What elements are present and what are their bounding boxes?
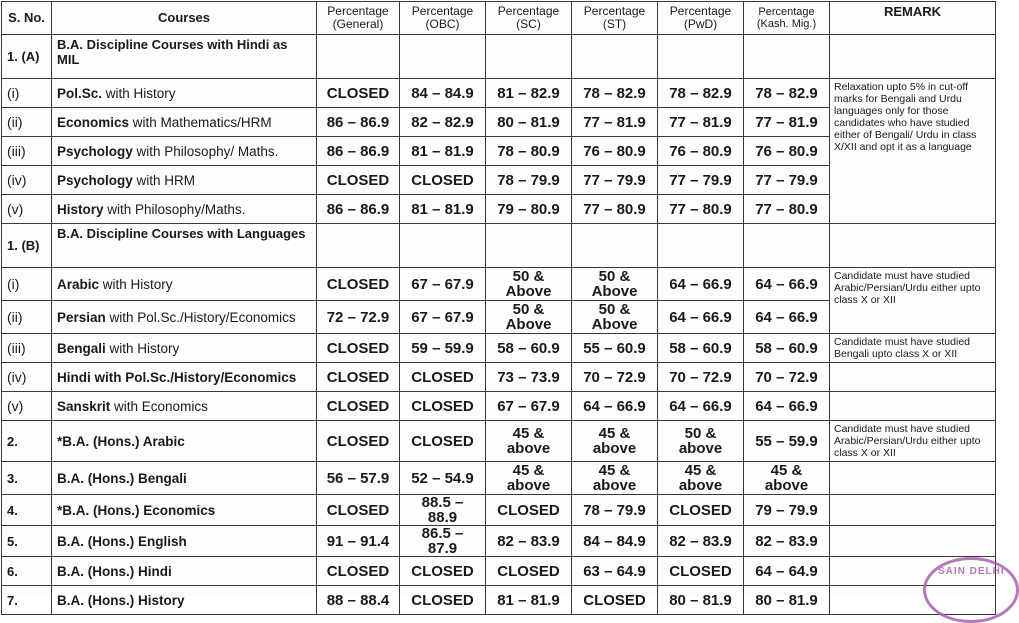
cell-sc: 79 – 80.9: [486, 195, 572, 224]
cell-pwd: 58 – 60.9: [658, 334, 744, 363]
cell-kash: 55 – 59.9: [744, 421, 830, 462]
cell-st: 70 – 72.9: [572, 363, 658, 392]
remark-bengali-lang: Candidate must have studied Bengali upto class X or XII: [830, 334, 996, 363]
row-sno: (i): [2, 79, 52, 108]
table-row: [2, 526, 996, 557]
cell-sc: 78 – 79.9: [486, 166, 572, 195]
cell-sc: 82 – 83.9: [486, 526, 572, 557]
remark-arabic-lang: Candidate must have studied Arabic/Persian/Urdu either upto class X or XII: [830, 268, 996, 334]
cell-sc: 81 – 82.9: [486, 79, 572, 108]
cell-st: 78 – 82.9: [572, 79, 658, 108]
row-sno: 7.: [2, 586, 52, 615]
cell-st: 77 – 81.9: [572, 108, 658, 137]
cell-sc: CLOSED: [486, 557, 572, 586]
cell-obc: 81 – 81.9: [400, 137, 486, 166]
cell-obc: 84 – 84.9: [400, 79, 486, 108]
cell-pwd: 77 – 81.9: [658, 108, 744, 137]
row-sno: (iii): [2, 137, 52, 166]
row-sno: 4.: [2, 495, 52, 526]
cell-pwd: 76 – 80.9: [658, 137, 744, 166]
group-title: B.A. Discipline Courses with Hindi as MIL: [52, 35, 317, 79]
cell-pwd: 82 – 83.9: [658, 526, 744, 557]
cell-obc: CLOSED: [400, 586, 486, 615]
header-remark: REMARK: [830, 2, 996, 35]
cell-general: CLOSED: [317, 363, 400, 392]
header-obc: Percentage (OBC): [400, 2, 486, 35]
cell-sc: 80 – 81.9: [486, 108, 572, 137]
cell-general: 86 – 86.9: [317, 137, 400, 166]
row-course: Bengali with History: [52, 334, 317, 363]
cell-obc: 67 – 67.9: [400, 301, 486, 334]
row-course: B.A. (Hons.) History: [52, 586, 317, 615]
cell-sc: 45 & above: [486, 462, 572, 495]
row-course: Arabic with History: [52, 268, 317, 301]
cell-general: CLOSED: [317, 268, 400, 301]
cell-st: 45 & above: [572, 462, 658, 495]
cell-kash: 77 – 81.9: [744, 108, 830, 137]
cell-sc: 67 – 67.9: [486, 392, 572, 421]
cell-general: CLOSED: [317, 166, 400, 195]
cell-kash: 79 – 79.9: [744, 495, 830, 526]
row-course: Persian with Pol.Sc./History/Economics: [52, 301, 317, 334]
header-st: Percentage (ST): [572, 2, 658, 35]
header-sno: S. No.: [2, 2, 52, 35]
cell-sc: 81 – 81.9: [486, 586, 572, 615]
cell-st: 78 – 79.9: [572, 495, 658, 526]
cell-kash: 58 – 60.9: [744, 334, 830, 363]
row-course: Hindi with Pol.Sc./History/Economics: [52, 363, 317, 392]
cell-kash: 82 – 83.9: [744, 526, 830, 557]
row-course: *B.A. (Hons.) Economics: [52, 495, 317, 526]
group-row-1b: [2, 224, 996, 268]
cell-obc: 67 – 67.9: [400, 268, 486, 301]
cell-obc: 59 – 59.9: [400, 334, 486, 363]
cell-sc: 50 & Above: [486, 301, 572, 334]
cell-st: 76 – 80.9: [572, 137, 658, 166]
row-course: B.A. (Hons.) English: [52, 526, 317, 557]
row-sno: (iv): [2, 166, 52, 195]
cell-sc: 45 & above: [486, 421, 572, 462]
cell-general: CLOSED: [317, 495, 400, 526]
row-sno: (i): [2, 268, 52, 301]
remark-relaxation: Relaxation upto 5% in cut-off marks for Bengali and Urdu languages only for those candidates who have studied either of Bengali/ Urdu in class X/XII and opt it as a language: [830, 79, 996, 224]
cell-kash: 76 – 80.9: [744, 137, 830, 166]
row-course: Psychology with Philosophy/ Maths.: [52, 137, 317, 166]
row-sno: (iv): [2, 363, 52, 392]
row-sno: 6.: [2, 557, 52, 586]
cell-general: 91 – 91.4: [317, 526, 400, 557]
cell-general: CLOSED: [317, 557, 400, 586]
header-general: Percentage (General): [317, 2, 400, 35]
header-pwd: Percentage (PwD): [658, 2, 744, 35]
cell-general: 88 – 88.4: [317, 586, 400, 615]
cell-obc: CLOSED: [400, 557, 486, 586]
cell-obc: 88.5 – 88.9: [400, 495, 486, 526]
table-row: [2, 586, 996, 615]
table-row: [2, 462, 996, 495]
cell-pwd: CLOSED: [658, 557, 744, 586]
cell-sc: 73 – 73.9: [486, 363, 572, 392]
table-row: [2, 557, 996, 586]
cell-pwd: 77 – 80.9: [658, 195, 744, 224]
row-course: Psychology with HRM: [52, 166, 317, 195]
cell-general: CLOSED: [317, 392, 400, 421]
row-sno: (v): [2, 195, 52, 224]
cell-pwd: CLOSED: [658, 495, 744, 526]
stamp-text: SAIN DELHI: [938, 566, 1005, 577]
cell-pwd: 50 & above: [658, 421, 744, 462]
cell-pwd: 77 – 79.9: [658, 166, 744, 195]
table-row: [2, 421, 996, 462]
cell-general: 72 – 72.9: [317, 301, 400, 334]
cell-st: 64 – 66.9: [572, 392, 658, 421]
group-title: B.A. Discipline Courses with Languages: [52, 224, 317, 268]
row-sno: (ii): [2, 108, 52, 137]
cell-st: 45 & above: [572, 421, 658, 462]
cell-general: 86 – 86.9: [317, 108, 400, 137]
row-sno: 3.: [2, 462, 52, 495]
cell-sc: 58 – 60.9: [486, 334, 572, 363]
cell-kash: 64 – 64.9: [744, 557, 830, 586]
cell-pwd: 45 & above: [658, 462, 744, 495]
row-sno: (iii): [2, 334, 52, 363]
cell-st: 77 – 80.9: [572, 195, 658, 224]
cell-obc: CLOSED: [400, 421, 486, 462]
cell-sc: 78 – 80.9: [486, 137, 572, 166]
row-course: B.A. (Hons.) Hindi: [52, 557, 317, 586]
row-sno: 5.: [2, 526, 52, 557]
cell-st: 77 – 79.9: [572, 166, 658, 195]
cell-general: 86 – 86.9: [317, 195, 400, 224]
table-header-row: [2, 2, 996, 35]
cell-pwd: 64 – 66.9: [658, 301, 744, 334]
cutoff-table: [1, 1, 996, 615]
header-sc: Percentage (SC): [486, 2, 572, 35]
cell-pwd: 70 – 72.9: [658, 363, 744, 392]
row-course: History with Philosophy/Maths.: [52, 195, 317, 224]
cell-pwd: 64 – 66.9: [658, 268, 744, 301]
cell-general: 56 – 57.9: [317, 462, 400, 495]
header-kash: Percentage (Kash. Mig.): [744, 2, 830, 35]
cell-kash: 70 – 72.9: [744, 363, 830, 392]
cell-sc: 50 & Above: [486, 268, 572, 301]
cell-kash: 80 – 81.9: [744, 586, 830, 615]
remark-arabic-hons: Candidate must have studied Arabic/Persian/Urdu either upto class X or XII: [830, 421, 996, 462]
cell-obc: CLOSED: [400, 392, 486, 421]
cell-general: CLOSED: [317, 334, 400, 363]
cell-obc: CLOSED: [400, 166, 486, 195]
cell-kash: 64 – 66.9: [744, 301, 830, 334]
table-row: [2, 363, 996, 392]
row-course: B.A. (Hons.) Bengali: [52, 462, 317, 495]
cell-st: 50 & Above: [572, 268, 658, 301]
cell-st: 63 – 64.9: [572, 557, 658, 586]
cell-obc: CLOSED: [400, 363, 486, 392]
college-stamp: [923, 557, 1019, 623]
cell-st: 84 – 84.9: [572, 526, 658, 557]
row-course: Sanskrit with Economics: [52, 392, 317, 421]
row-course: Pol.Sc. with History: [52, 79, 317, 108]
cell-kash: 64 – 66.9: [744, 392, 830, 421]
cell-obc: 81 – 81.9: [400, 195, 486, 224]
cell-pwd: 78 – 82.9: [658, 79, 744, 108]
cell-obc: 52 – 54.9: [400, 462, 486, 495]
cell-kash: 64 – 66.9: [744, 268, 830, 301]
row-sno: (v): [2, 392, 52, 421]
table-row: [2, 268, 996, 301]
group-sno: 1. (A): [2, 35, 52, 79]
row-sno: 2.: [2, 421, 52, 462]
cell-sc: CLOSED: [486, 495, 572, 526]
cell-kash: 77 – 79.9: [744, 166, 830, 195]
group-row-1a: [2, 35, 996, 79]
row-course: *B.A. (Hons.) Arabic: [52, 421, 317, 462]
table-row: [2, 334, 996, 363]
cell-kash: 45 & above: [744, 462, 830, 495]
cell-kash: 78 – 82.9: [744, 79, 830, 108]
table-row: [2, 392, 996, 421]
row-course: Economics with Mathematics/HRM: [52, 108, 317, 137]
cell-obc: 82 – 82.9: [400, 108, 486, 137]
group-sno: 1. (B): [2, 224, 52, 268]
row-sno: (ii): [2, 301, 52, 334]
cell-st: 55 – 60.9: [572, 334, 658, 363]
cell-obc: 86.5 – 87.9: [400, 526, 486, 557]
cell-pwd: 64 – 66.9: [658, 392, 744, 421]
cell-kash: 77 – 80.9: [744, 195, 830, 224]
cell-st: 50 & Above: [572, 301, 658, 334]
cell-general: CLOSED: [317, 79, 400, 108]
table-row: [2, 79, 996, 108]
cell-pwd: 80 – 81.9: [658, 586, 744, 615]
cell-st: CLOSED: [572, 586, 658, 615]
header-courses: Courses: [52, 2, 317, 35]
cell-general: CLOSED: [317, 421, 400, 462]
table-row: [2, 495, 996, 526]
